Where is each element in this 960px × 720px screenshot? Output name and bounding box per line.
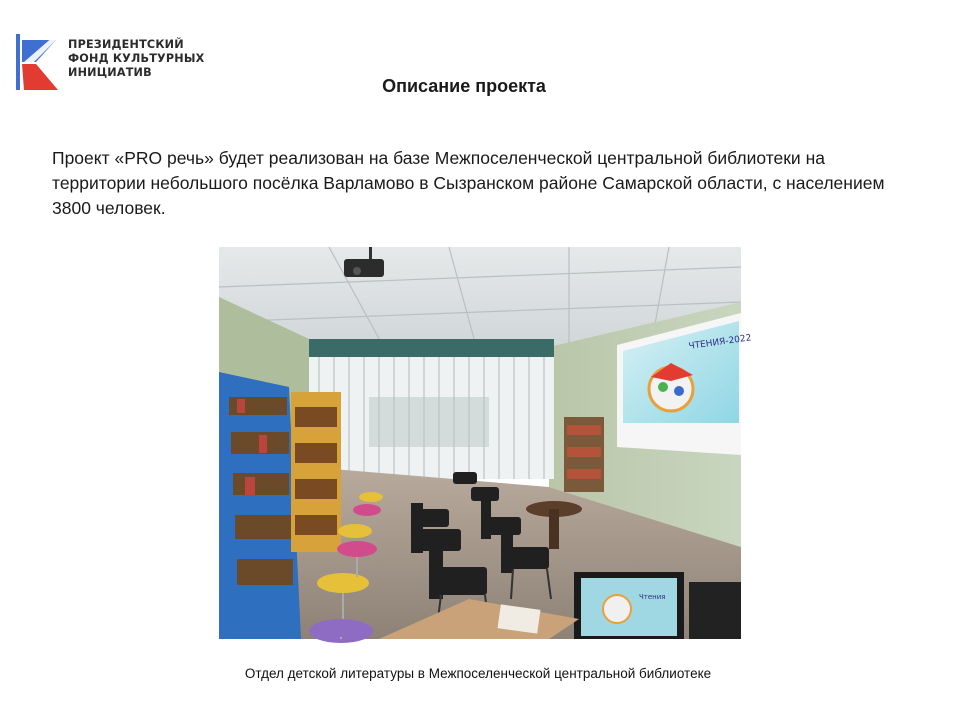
library-photo [219, 247, 753, 639]
slide-title: Описание проекта [382, 76, 546, 96]
logo-line-1: ПРЕЗИДЕНТСКИЙ [68, 38, 184, 51]
logo-line-3: ИНИЦИАТИВ [68, 66, 152, 79]
library-room-image [219, 247, 753, 639]
logo-text [68, 38, 204, 80]
project-description: Проект «PRO речь» будет реализован на базе Межпоселенческой центральной библиотеки на территории небольшого посёлка Варламово в Сызранском районе Самарской области, с населением 3800 человек. [52, 148, 885, 218]
logo-line-2: ФОНД КУЛЬТУРНЫХ [68, 52, 205, 65]
photo-caption: Отдел детской литературы в Межпоселенческой центральной библиотеке [244, 666, 712, 681]
monitor-text: Чтения [639, 593, 666, 601]
screen-text: ЧТЕНИЯ-2022 [688, 333, 753, 352]
